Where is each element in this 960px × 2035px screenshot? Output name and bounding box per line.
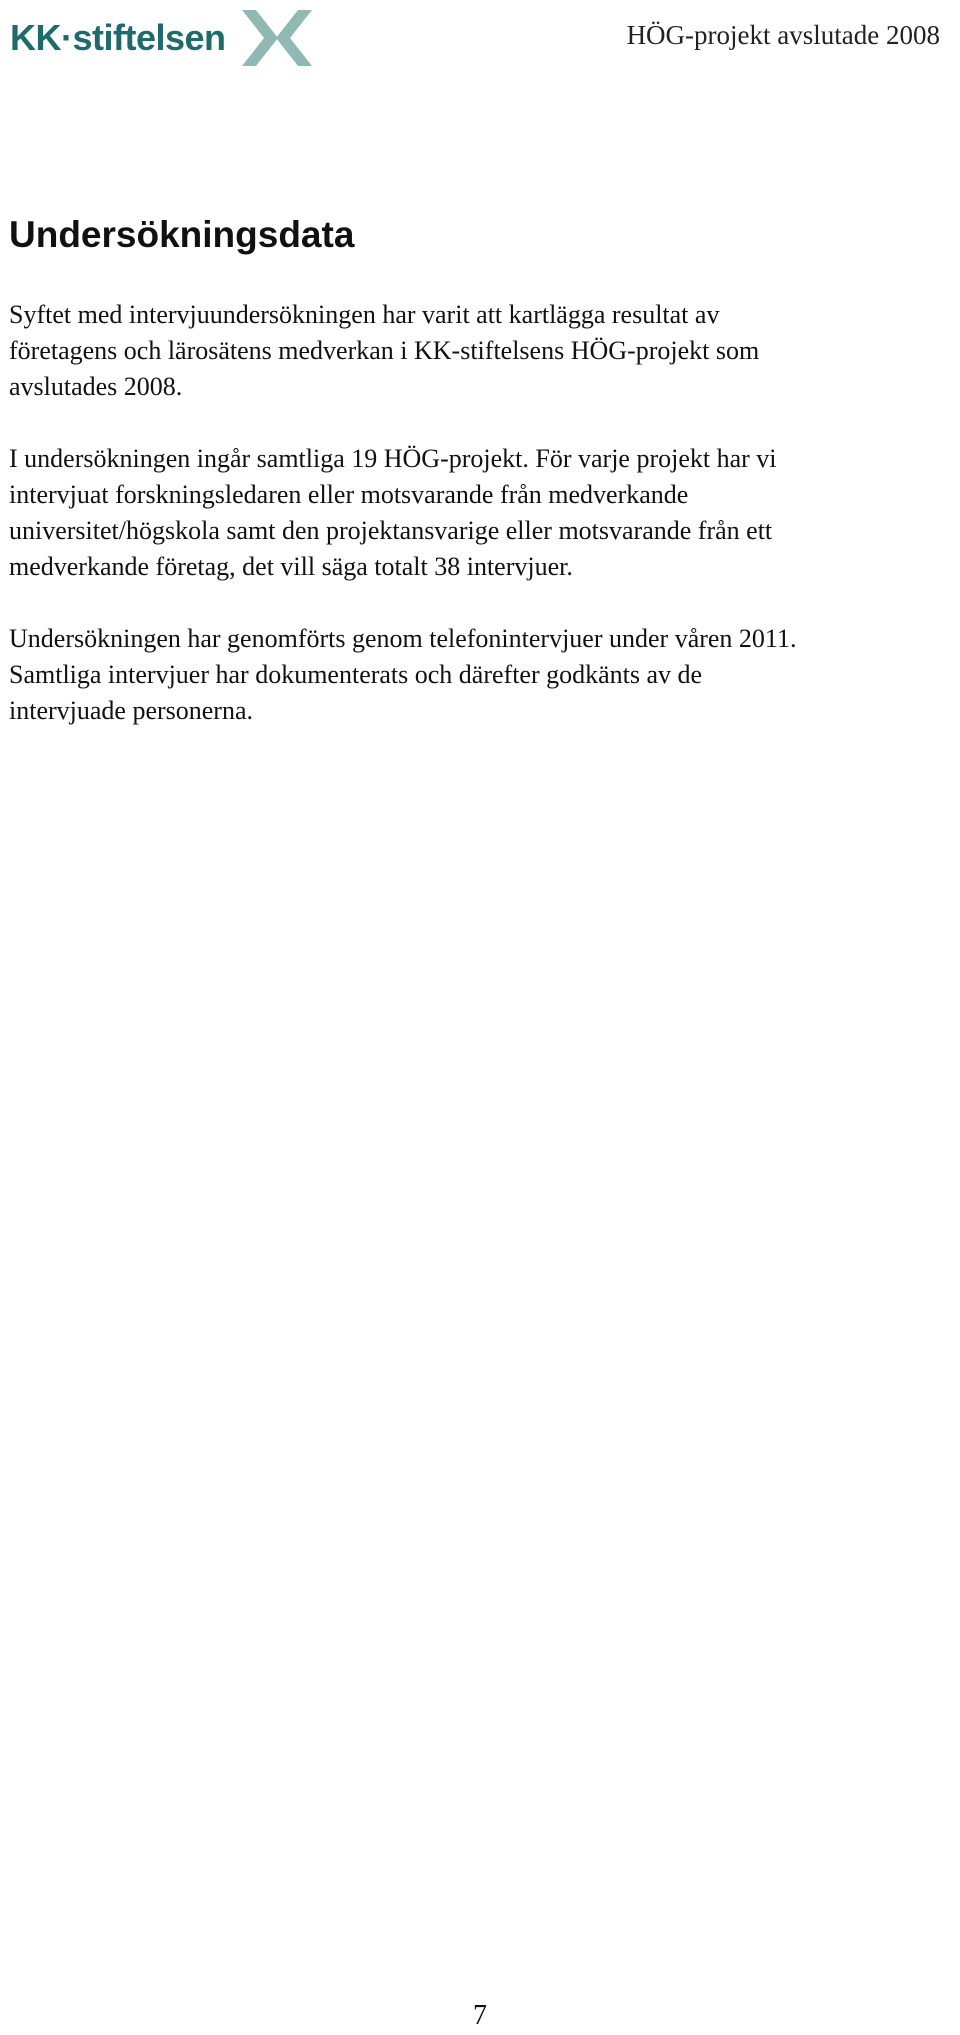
paragraph-purpose: Syftet med intervjuundersökningen har varit att kartlägga resultat av företagens och lärosätens medverkan i KK-stiftelsens HÖG-projekt som avslutades 2008. [9, 300, 760, 401]
running-header-title: HÖG-projekt avslutade 2008 [626, 20, 940, 50]
kk-stiftelsen-logo [10, 8, 316, 68]
page-number: 7 [473, 2000, 487, 2031]
logo-text: KK·stiftelsen [10, 17, 226, 58]
paragraph-scope: I undersökningen ingår samtliga 19 HÖG-projekt. För varje projekt har vi intervjuat forskningsledaren eller motsvarande från medverkande universitet/högskola samt den projektansvarige eller motsvarande från ett medverkande företag, det vill säga totalt 38 intervjuer. [9, 444, 777, 581]
body-text [9, 297, 954, 765]
chevrons-logo-icon [238, 8, 316, 68]
page-heading: Undersökningsdata [9, 214, 355, 255]
paragraph-method: Undersökningen har genomförts genom telefonintervjuer under våren 2011. Samtliga intervjuer har dokumenterats och därefter godkänts av de intervjuade personerna. [9, 624, 797, 725]
